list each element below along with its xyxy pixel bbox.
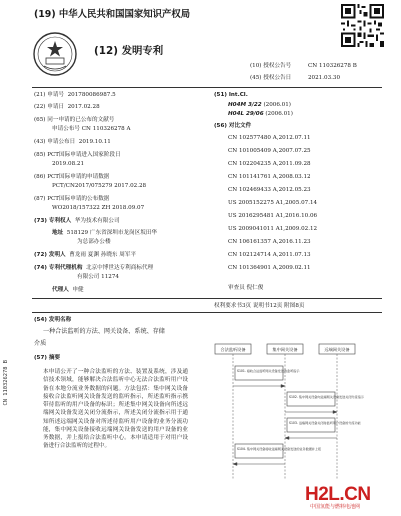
ipc-code-1: H04M 3/22 (2006.01)	[228, 102, 291, 108]
examiner: 审查员 倪仁俊	[228, 285, 264, 291]
agency: (74) 专利代理机构 北京中博世达专利商标代理	[34, 265, 154, 271]
qr-code-icon	[341, 4, 384, 47]
same-application-value: 申请公布号 CN 110326278 A	[52, 126, 131, 132]
patent-type: (12) 发明专利	[94, 45, 164, 57]
publication-number: CN 110326278 B	[308, 63, 357, 69]
publication-date: 2021.03.30	[308, 75, 341, 81]
invention-title-label: (54) 发明名称	[34, 317, 72, 323]
invention-title-line-2: 介质	[34, 340, 47, 347]
pct-national-phase-label: (85) PCT国际申请进入国家阶段日	[34, 152, 121, 158]
address-line-2: 为总部办公楼	[77, 239, 111, 245]
figure-node-2: 集中网关设备	[272, 346, 298, 352]
publication-application-date: (43) 申请公布日 2019.10.11	[34, 139, 111, 145]
citation-item: CN 101364901 A,2009.02.11	[228, 265, 311, 271]
publication-date-label: (45) 授权公告日	[250, 75, 292, 81]
watermark-subtitle: 中国氢能与燃料电池网	[310, 504, 361, 510]
figure-node-1: 合法监听设备	[220, 346, 246, 352]
citation-item: CN 102204235 A,2011.09.28	[228, 161, 311, 167]
figure-node-3: 远端网关设备	[324, 346, 350, 352]
application-date: (22) 申请日 2017.02.28	[34, 104, 100, 110]
abstract-label: (57) 摘要	[34, 355, 61, 361]
watermark-logo: H2L.CN	[305, 484, 371, 505]
cited-docs-label: (56) 对比文件	[214, 123, 252, 129]
citation-item: CN 102124714 A,2011.07.13	[228, 252, 311, 258]
figure-step-2: S102. 集中网关设备向远端网关设备发送关闭分流指示	[289, 395, 364, 399]
figure-step-1: S101. 接收合法监听网关设备发送的监听指示	[237, 369, 300, 373]
citation-item: CN 102577480 A,2012.07.11	[228, 135, 311, 141]
vertical-document-id: CN 110326278 B	[3, 360, 9, 406]
page-counts: 权利要求书3页 说明书12页 附图8页	[214, 303, 305, 309]
pct-application-label: (86) PCT国际申请的申请数据	[34, 174, 110, 180]
invention-title-line-1: 一种合法监听的方法、网关设备、系统、存储	[43, 328, 165, 335]
abstract-text: 本申请公开了一种合法监听的方法、装置及系统，涉及通信技术领域，能够解决合法监听中心无法合法监听用户设备在本地分流业务数据的问题。方法包括：集中网关设备接收合法监听网关设备发送的监听指示，所述监听指示携带待监听的用户设备的标识；所述集中网关设备向所述远端网关设备发送关闭分流指示，所述关闭分流指示用于通知所述远端网关设备对所述待监听用户设备的业务分流功能，集中网关设备接收远端网关设备发送的用户设备的业务数据，并上报给合法监听中心。本申请适用于对用户设备进行合法监听的过程中。	[43, 369, 188, 450]
figure-step-4: S104. 集中网关设备接收远端网关设备发送的业务数据并上报	[237, 447, 322, 451]
ipc-code-2: H04L 29/06 (2006.01)	[228, 111, 293, 117]
address-line-1: 地址 518129 广东省深圳市龙岗区坂田华	[52, 230, 158, 236]
citation-item: US 2016295481 A1,2016.10.06	[228, 213, 318, 219]
header-divider	[32, 87, 382, 88]
citation-item: CN 106161357 A,2016.11.23	[228, 239, 311, 245]
agency-line-2: 有限公司 11274	[77, 274, 119, 280]
publication-number-label: (10) 授权公告号	[250, 63, 292, 69]
patentee: (73) 专利权人 华为技术有限公司	[34, 218, 120, 224]
pct-publication-value: WO2018/157322 ZH 2018.09.07	[52, 205, 145, 211]
abstract-figure	[205, 340, 365, 485]
citation-item: CN 101141761 A,2008.03.12	[228, 174, 311, 180]
application-number: (21) 申请号 201780086987.5	[34, 92, 116, 98]
national-emblem-icon	[32, 31, 78, 77]
pct-publication-label: (87) PCT国际申请的公布数据	[34, 196, 110, 202]
figure-step-3: S103. 远端网关设备关闭待监听用户设备的分流功能	[289, 421, 361, 425]
pct-national-phase-date: 2019.08.21	[52, 161, 85, 167]
citation-item: US 2005152275 A1,2005.07.14	[228, 200, 318, 206]
citation-item: CN 101005409 A,2007.07.25	[228, 148, 311, 154]
bibliography-divider	[32, 298, 382, 299]
int-cl-label: (51) Int.Cl.	[214, 92, 248, 98]
citation-item: US 2009041011 A1,2009.02.12	[228, 226, 318, 232]
office-name: (19) 中华人民共和国国家知识产权局	[34, 9, 191, 20]
agent: 代理人 申健	[52, 287, 84, 293]
same-application-label: (65) 同一申请的已公布的文献号	[34, 117, 115, 123]
pct-application-value: PCT/CN2017/075279 2017.02.28	[52, 183, 147, 189]
inventors: (72) 发明人 曹龙雨 夏渊 孙晓东 周军平	[34, 252, 137, 258]
title-divider	[32, 312, 382, 313]
citation-item: CN 102469433 A,2012.05.23	[228, 187, 311, 193]
